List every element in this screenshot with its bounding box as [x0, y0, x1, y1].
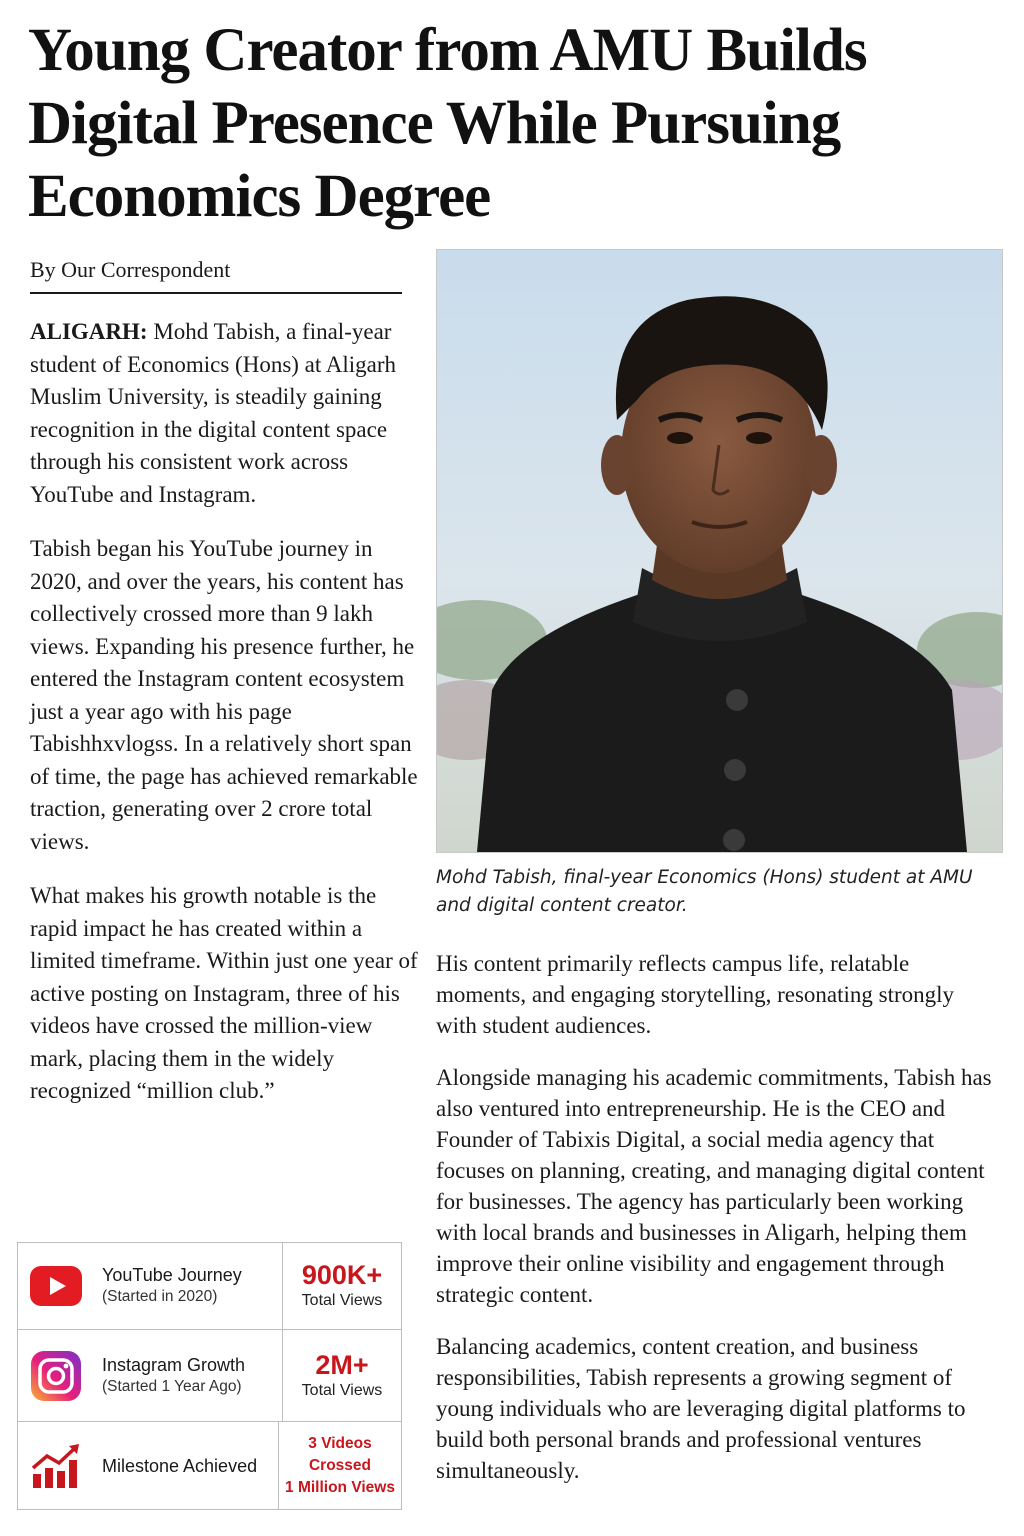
portrait-illustration — [437, 250, 1002, 852]
left-paragraph-3: What makes his growth notable is the rapid impact he has created within a limited timeframe. Within just one year of active posting on Instagram, three of his videos have crossed the million-view mark, placing them in the widely recognized “million club.” — [30, 883, 418, 1103]
stat-youtube-title: YouTube Journey — [102, 1265, 242, 1285]
stat-milestone-label — [18, 1422, 279, 1510]
left-paragraph-2: Tabish began his YouTube journey in 2020, and over the years, his content has collectively crossed more than 9 lakh views. Expanding his presence further, he entered the Instagram content ecosystem just a year ago with his page Tabishhxvlogss. In a relatively short span of time, the page has achieved remarkable traction, generating over 2 crore total views. — [30, 536, 418, 854]
stat-youtube-number: 900K+ — [301, 1260, 383, 1290]
stat-row-youtube — [18, 1243, 401, 1329]
headline: Young Creator from AMU Builds Digital Presence While Pursuing Economics Degree — [28, 17, 867, 230]
dateline: ALIGARH: — [30, 319, 148, 344]
youtube-icon — [30, 1260, 82, 1312]
stat-instagram-subtitle: (Started 1 Year Ago) — [102, 1378, 242, 1395]
stat-instagram-label — [18, 1330, 283, 1422]
stat-milestone-line2: 1 Million Views — [285, 1479, 395, 1496]
instagram-icon — [30, 1350, 82, 1402]
stats-box — [17, 1242, 402, 1510]
stat-row-milestone — [18, 1421, 401, 1510]
growth-chart-icon — [30, 1440, 82, 1492]
stat-row-instagram — [18, 1329, 401, 1422]
left-paragraph-1 — [30, 316, 420, 511]
stat-youtube-value — [283, 1243, 401, 1329]
right-column — [436, 948, 996, 1507]
stat-instagram-unit: Total Views — [301, 1382, 383, 1399]
right-paragraph-3: Balancing academics, content creation, and business responsibilities, Tabish represents a growing segment of young individuals who are leveraging digital platforms to build both personal brands and professional ventures simultaneously. — [436, 1334, 966, 1483]
stat-instagram-title: Instagram Growth — [102, 1355, 246, 1375]
stat-milestone-value — [279, 1422, 401, 1510]
stat-youtube-label — [18, 1243, 283, 1329]
stat-youtube-subtitle: (Started in 2020) — [102, 1288, 218, 1305]
portrait-photo — [436, 249, 1003, 853]
stat-instagram-value — [283, 1330, 401, 1422]
right-paragraph-1: His content primarily reflects campus life, relatable moments, and engaging storytelling, resonating strongly with student audiences. — [436, 951, 955, 1038]
stat-instagram-number: 2M+ — [315, 1350, 369, 1380]
byline: By Our Correspondent — [30, 256, 402, 294]
stat-milestone-line1: 3 Videos Crossed — [308, 1435, 372, 1474]
left-paragraph-1-text: Mohd Tabish, a final-year student of Economics (Hons) at Aligarh Muslim University, is steadily gaining recognition in the digital content space through his consistent work across YouTube and Instagram. — [30, 319, 397, 507]
photo-caption: Mohd Tabish, final-year Economics (Hons) student at AMU and digital content creator. — [436, 867, 973, 916]
stat-youtube-unit: Total Views — [301, 1292, 383, 1309]
stat-milestone-title: Milestone Achieved — [102, 1456, 258, 1476]
right-paragraph-2: Alongside managing his academic commitments, Tabish has also ventured into entrepreneurship. He is the CEO and Founder of Tabixis Digital, a social media agency that focuses on planning, creating, and managing digital content for businesses. The agency has particularly been working with local brands and businesses in Aligarh, helping them improve their online visibility and engagement through strategic content. — [436, 1065, 992, 1307]
left-column — [30, 316, 420, 1130]
